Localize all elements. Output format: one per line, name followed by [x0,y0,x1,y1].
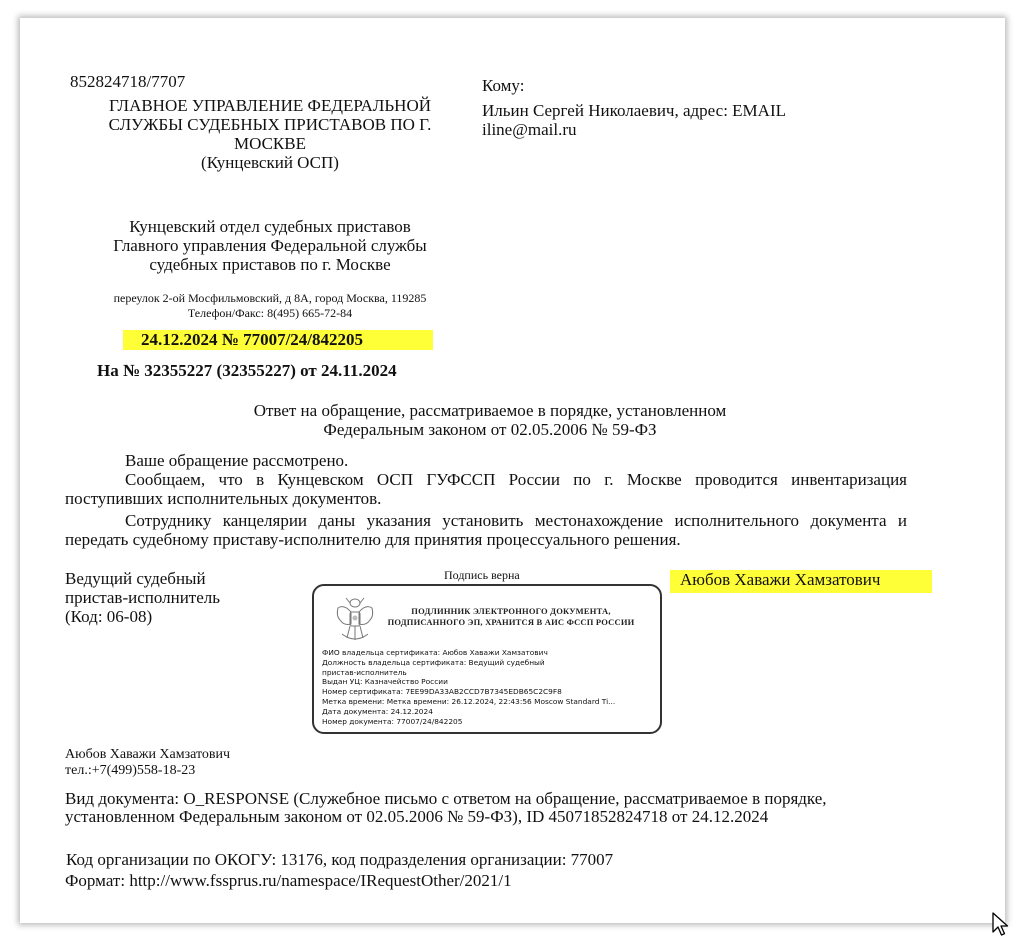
position-line-1: Ведущий судебный [65,569,206,588]
subject [100,401,880,439]
recipient-label: Кому: [482,76,525,95]
stamp-line: ФИО владельца сертификата: Аюбов Хаважи Хамзатович [322,648,548,657]
body-paragraph-2: Сообщаем, что в Кунцевском ОСП ГУФССП России по г. Москве проводится инвентаризация поступивших исполнительных документов. [65,470,907,508]
stamp-line: Дата документа: 24.12.2024 [322,706,433,716]
stamp-line: пристав-исполнитель [322,667,407,677]
stamp-line: Метка времени: Метка времени: 26.12.2024, 22:43:56 Moscow Standard Ti... [322,696,616,706]
stamp-line: Номер сертификата: 7EE99DA33AB2CCD7B7345EDB65C2C9F8 [322,687,562,697]
dept-line-1: Кунцевский отдел судебных приставов [129,217,411,236]
document-format: Формат: http://www.fssprus.ru/namespace/IRequestOther/2021/1 [65,871,512,890]
stamp-line: Номер документа: 77007/24/842205 [322,716,463,726]
org-line-1: ГЛАВНОЕ УПРАВЛЕНИЕ ФЕДЕРАЛЬНОЙ [108,96,432,115]
stamp-title-line-2: ПОДПИСАННОГО ЭП, ХРАНИТСЯ В АИС ФССП РОССИИ [387,617,635,627]
stamp-line: Должность владельца сертификата: Ведущий судебный [322,657,545,667]
executor-phone: тел.:+7(499)558-18-23 [65,763,196,778]
incoming-reference: На № 32355227 (32355227) от 24.11.2024 [97,361,397,380]
emblem-icon [334,594,376,646]
org-line-4: (Кунцевский ОСП) [201,153,339,172]
recipient-email: iline@mail.ru [482,120,577,139]
dept-phone: Телефон/Факс: 8(495) 665-72-84 [187,306,353,320]
org-line-2: СЛУЖБЫ СУДЕБНЫХ ПРИСТАВОВ ПО Г. [108,115,432,134]
doc-id: 852824718/7707 [70,72,186,91]
position-line-2: пристав-исполнитель [65,588,221,607]
signer-name: Аюбов Хаважи Хамзатович [670,570,932,593]
dept-address: переулок 2-ой Мосфильмовский, д 8А, город Москва, 119285 [113,291,427,305]
body-paragraph-1: Ваше обращение рассмотрено. [125,451,349,470]
org-line-3: МОСКВЕ [233,134,306,153]
body-paragraph-3: Сотруднику канцелярии даны указания установить местонахождение исполнительного документа и передать судебному приставу-исполнителю для принятия процессуального решения. [65,511,907,549]
e-signature-stamp [312,584,662,734]
stamp-title [376,606,646,628]
signer-position [65,569,220,626]
signature-verified-label: Подпись верна [444,568,520,582]
stamp-details [322,648,652,726]
document-type: Вид документа: O_RESPONSE (Служебное письмо с ответом на обращение, рассматриваемое в порядке, установленном Федеральным законом от 02.05.2006 № 59-ФЗ), ID 45071852824718 от 24.12.2024 [65,789,827,826]
document-page [20,18,1005,923]
recipient-line-1: Ильин Сергей Николаевич, адрес: EMAIL [482,101,786,120]
position-line-3: (Код: 06-08) [65,607,153,626]
subject-line-2: Федеральным законом от 02.05.2006 № 59-ФЗ [323,420,657,439]
stamp-line: Выдан УЦ: Казначейство России [322,677,448,687]
stamp-title-line-1: ПОДЛИННИК ЭЛЕКТРОННОГО ДОКУМЕНТА, [411,606,611,616]
subject-line-1: Ответ на обращение, рассматриваемое в порядке, установленном [253,401,727,420]
dept-name [60,217,480,274]
dept-line-2: Главного управления Федеральной службы [113,236,427,255]
dept-line-3: судебных приставов по г. Москве [149,255,391,274]
org-code: Код организации по ОКОГУ: 13176, код подразделения организации: 77007 [66,850,614,869]
outgoing-number: 24.12.2024 № 77007/24/842205 [123,330,433,350]
org-name [60,96,480,172]
executor-name: Аюбов Хаважи Хамзатович [65,747,231,762]
mouse-cursor-icon [992,912,1010,938]
